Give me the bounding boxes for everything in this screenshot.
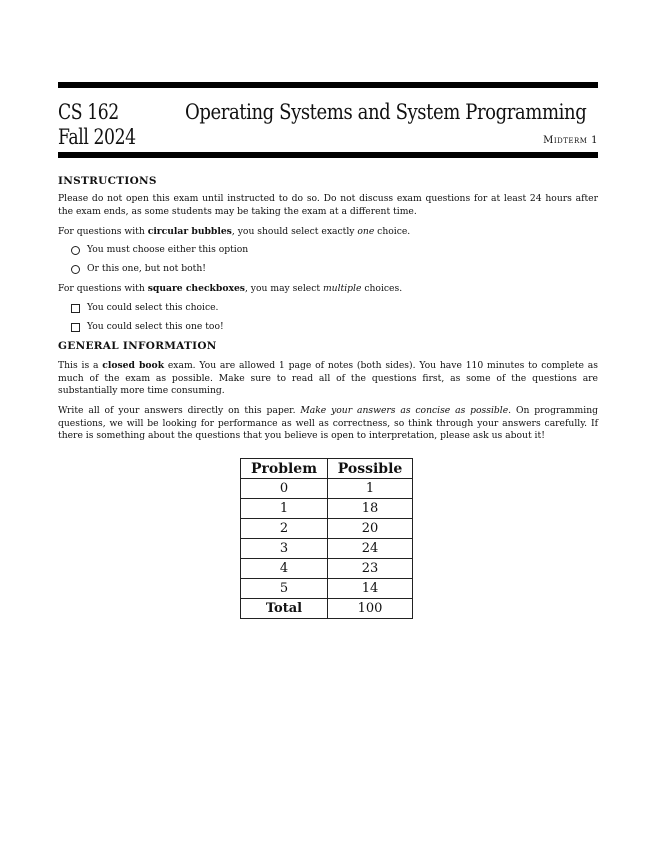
instructions-heading: INSTRUCTIONS	[58, 175, 157, 187]
possible-points: 24	[328, 539, 413, 559]
checkboxes-instruction: For questions with square checkboxes, you may select multiple choices.	[58, 283, 403, 294]
problem-number: 4	[241, 559, 328, 579]
radio-bubble-icon[interactable]	[71, 246, 80, 255]
general-paragraph-2: Write all of your answers directly on this paper. Make your answers as concise as possible. On programming questions, we will be looking for performance as well as correctness, so think through your answers carefully. If there is something about the questions that you believe is open to interpretation, please ask us about it!	[58, 405, 598, 442]
column-header-problem: Problem	[241, 459, 328, 479]
course-code: CS 162	[58, 100, 119, 124]
general-paragraph-1: This is a closed book exam. You are allowed 1 page of notes (both sides). You have 110 minutes to complete as much of the exam as possible. Make sure to read all of the questions first, as some of the questions are substantially more time consuming.	[58, 360, 598, 397]
table-header-row	[241, 459, 413, 479]
total-row	[241, 599, 413, 619]
checkbox-option-1[interactable]: You could select this choice.	[71, 302, 218, 314]
instructions-paragraph: Please do not open this exam until instructed to do so. Do not discuss exam questions for at least 24 hours after the exam ends, as some students may be taking the exam at a different time.	[58, 193, 598, 217]
general-info-heading: GENERAL INFORMATION	[58, 340, 217, 352]
score-table	[240, 458, 413, 619]
header-bottom-rule	[58, 152, 598, 158]
problem-number: 1	[241, 499, 328, 519]
possible-points: 18	[328, 499, 413, 519]
possible-points: 14	[328, 579, 413, 599]
radio-bubble-icon[interactable]	[71, 265, 80, 274]
term: Fall 2024	[58, 125, 136, 149]
table-row	[241, 479, 413, 499]
problem-number: 3	[241, 539, 328, 559]
possible-points: 23	[328, 559, 413, 579]
course-title: Operating Systems and System Programming	[185, 100, 587, 124]
checkbox-icon[interactable]	[71, 323, 80, 332]
possible-points: 20	[328, 519, 413, 539]
exam-name: Midterm 1	[543, 135, 598, 146]
column-header-possible: Possible	[328, 459, 413, 479]
problem-number: 5	[241, 579, 328, 599]
table-row	[241, 579, 413, 599]
problem-number: 0	[241, 479, 328, 499]
table-row	[241, 559, 413, 579]
problem-number: 2	[241, 519, 328, 539]
possible-points: 1	[328, 479, 413, 499]
header-top-rule	[58, 82, 598, 88]
table-row	[241, 539, 413, 559]
table-row	[241, 519, 413, 539]
total-label: Total	[241, 599, 328, 619]
bubbles-instruction: For questions with circular bubbles, you should select exactly one choice.	[58, 226, 411, 237]
bubble-option-1[interactable]: You must choose either this option	[71, 244, 248, 256]
checkbox-option-2[interactable]: You could select this one too!	[71, 321, 224, 333]
checkbox-icon[interactable]	[71, 304, 80, 313]
bubble-option-2[interactable]: Or this one, but not both!	[71, 263, 206, 275]
table-row	[241, 499, 413, 519]
total-points: 100	[328, 599, 413, 619]
